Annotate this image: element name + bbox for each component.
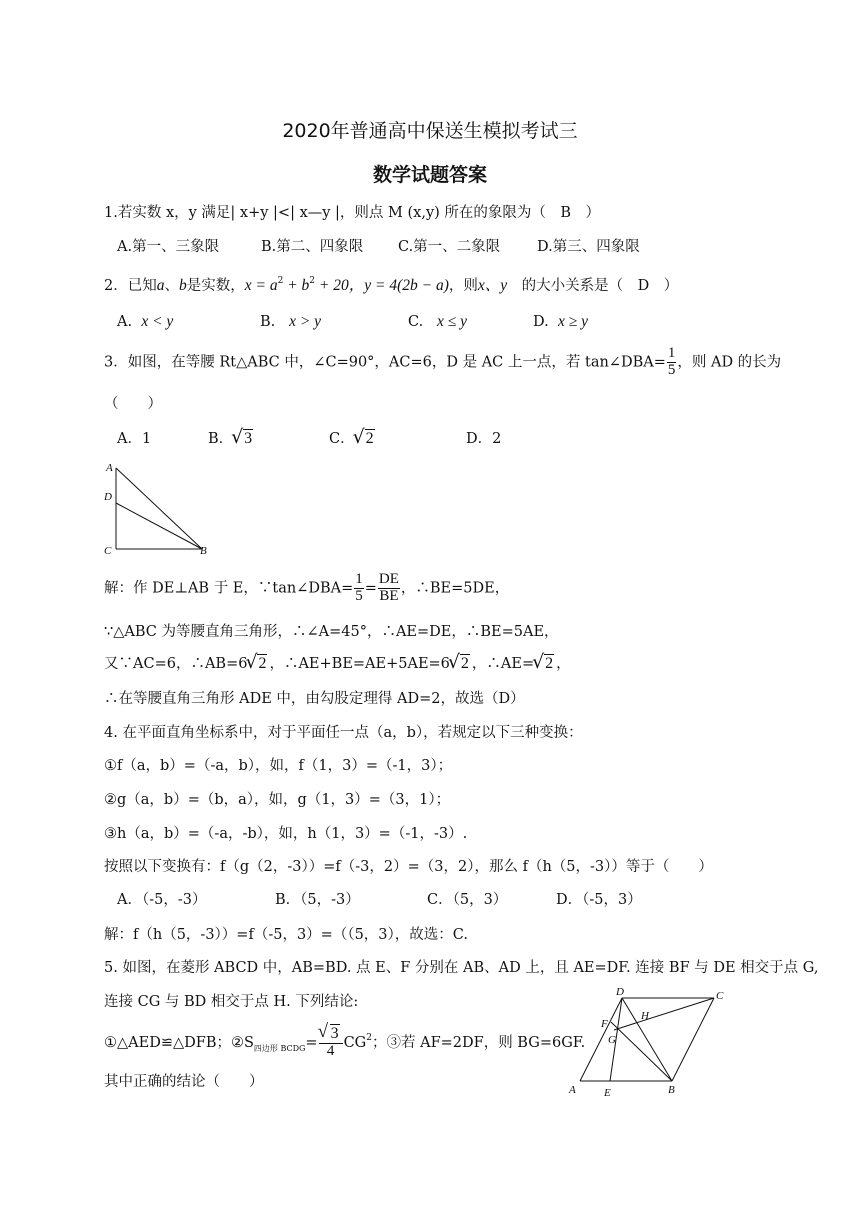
q3-solution-line1: 解：作 DE⊥AB 于 E，∵tan∠DBA= $\frac{1}{5}$ = $\frac{DE}{BE}$ ，∴BE=5DE， [104, 571, 510, 604]
q2-stem: 2．已知a、b是实数，$x = a^2 + b^2 + 20$，y = 4(2b − a)，则x、y 的大小关系是（ D ） [104, 276, 679, 294]
edge-cg [614, 998, 714, 1030]
label-e: E [604, 1087, 611, 1099]
q4-rule-g: ②g（a，b）=（b，a），如，g（1，3）=（3，1）； [104, 792, 451, 808]
label-c: C [716, 990, 724, 1002]
label-b: B [200, 545, 207, 557]
q3-solution-line3: 又∵AC=6，∴AB=6√ 2 ，∴AE+BE=AE+5AE=6√ 2 ，∴AE=√ 2 ， [104, 652, 571, 673]
label-c: C [104, 545, 112, 557]
q3-option-c: C．√ 2 [329, 427, 377, 448]
q5-stem-line2: 连接 CG 与 BD 相交于点 H. 下列结论: [104, 994, 359, 1010]
q1-option-b: B.第二、四象限 [261, 239, 364, 255]
label-h: H [641, 1010, 649, 1022]
q3-option-d: D．2 [466, 431, 502, 447]
label-d: D [104, 491, 112, 503]
q4-rule-h: ③h（a，b）=（-a，-b），如，h（1，3）=（-1，-3）. [104, 826, 468, 842]
label-b: B [668, 1084, 675, 1096]
q2-option-c: C. x ≤ y [408, 313, 468, 330]
q1-option-a: A.第一、三象限 [117, 239, 220, 255]
label-a: A [106, 462, 113, 474]
q3-solution-line2: ∵△ABC 为等腰直角三角形，∴∠A=45°，∴AE=DE，∴BE=5AE， [104, 624, 559, 640]
q4-solution: 解：f（h（5，-3））=f（-5，3）=（（5，3），故选：C. [104, 927, 468, 943]
edge-cb [672, 998, 714, 1081]
q3-fraction: $\frac{1}{5}$ [667, 345, 676, 378]
q3-option-b: B．√ 3 [208, 427, 255, 448]
q1-option-d: D.第三、四象限 [537, 239, 640, 255]
q5-stem-line1: 5. 如图，在菱形 ABCD 中，AB=BD. 点 E、F 分别在 AB、AD 上，且 AE=DF. 连接 BF 与 DE 相交于点 G, [104, 960, 819, 976]
q4-stem: 4. 在平面直角坐标系中，对于平面任一点（a，b），若规定以下三种变换： [104, 725, 583, 741]
q5-rhombus-figure [565, 985, 740, 1100]
q5-conclusions: ①△AED≌△DFB；$②S_{四边形 BCDG}=$ √ $\frac{3}{4}$ $CG^2$；③若 AF=2DF，则 BG=6GF. [104, 1026, 585, 1060]
q1-option-c: C.第一、二象限 [398, 239, 501, 255]
edge-ab [116, 468, 202, 549]
q3-triangle-figure [100, 458, 215, 558]
q3-stem: 3．如图，在等腰 Rt△ABC 中，∠C=90°，AC=6，D 是 AC 上一点，若 tan∠DBA= $\frac{1}{5}$ ，则 AD 的长为 [104, 345, 782, 378]
label-f: F [601, 1018, 608, 1030]
q5-question: 其中正确的结论（ ） [104, 1074, 264, 1090]
q4-option-d: D．（-5，3） [556, 892, 642, 908]
q2-option-d: D. x ≥ y [533, 313, 588, 330]
q3-option-a: A．1 [117, 431, 152, 447]
q4-option-c: C．（5，3） [427, 892, 508, 908]
label-d: D [616, 986, 624, 998]
page-subtitle: 数学试题答案 [372, 164, 487, 186]
q4-question: 按照以下变换有：f（g（2，-3））=f（-3，2）=（3，2），那么 f（h（5，-3））等于（ ） [104, 859, 713, 875]
label-g: G [608, 1034, 616, 1046]
q4-option-b: B．（5，-3） [275, 892, 360, 908]
edge-db [116, 503, 202, 549]
q2-option-b: B. x > y [260, 313, 322, 330]
q3-solution-line4: ∴在等腰直角三角形 ADE 中，由勾股定理得 AD=2，故选（D） [104, 691, 525, 707]
q2-option-a: A. x < y [117, 313, 174, 330]
q1-stem: 1.若实数 x，y 满足| x+y |<| x—y |，则点 M (x,y) 所在的象限为（ B ） [104, 205, 601, 221]
q4-option-a: A．（-5，-3） [117, 892, 207, 908]
q3-blank: （ ） [104, 396, 162, 412]
label-a: A [569, 1084, 576, 1096]
page-title: 2020年普通高中保送生模拟考试三 [282, 120, 578, 142]
q4-rule-f: ①f（a，b）=（-a，b），如，f（1，3）=（-1，3）； [104, 758, 453, 774]
